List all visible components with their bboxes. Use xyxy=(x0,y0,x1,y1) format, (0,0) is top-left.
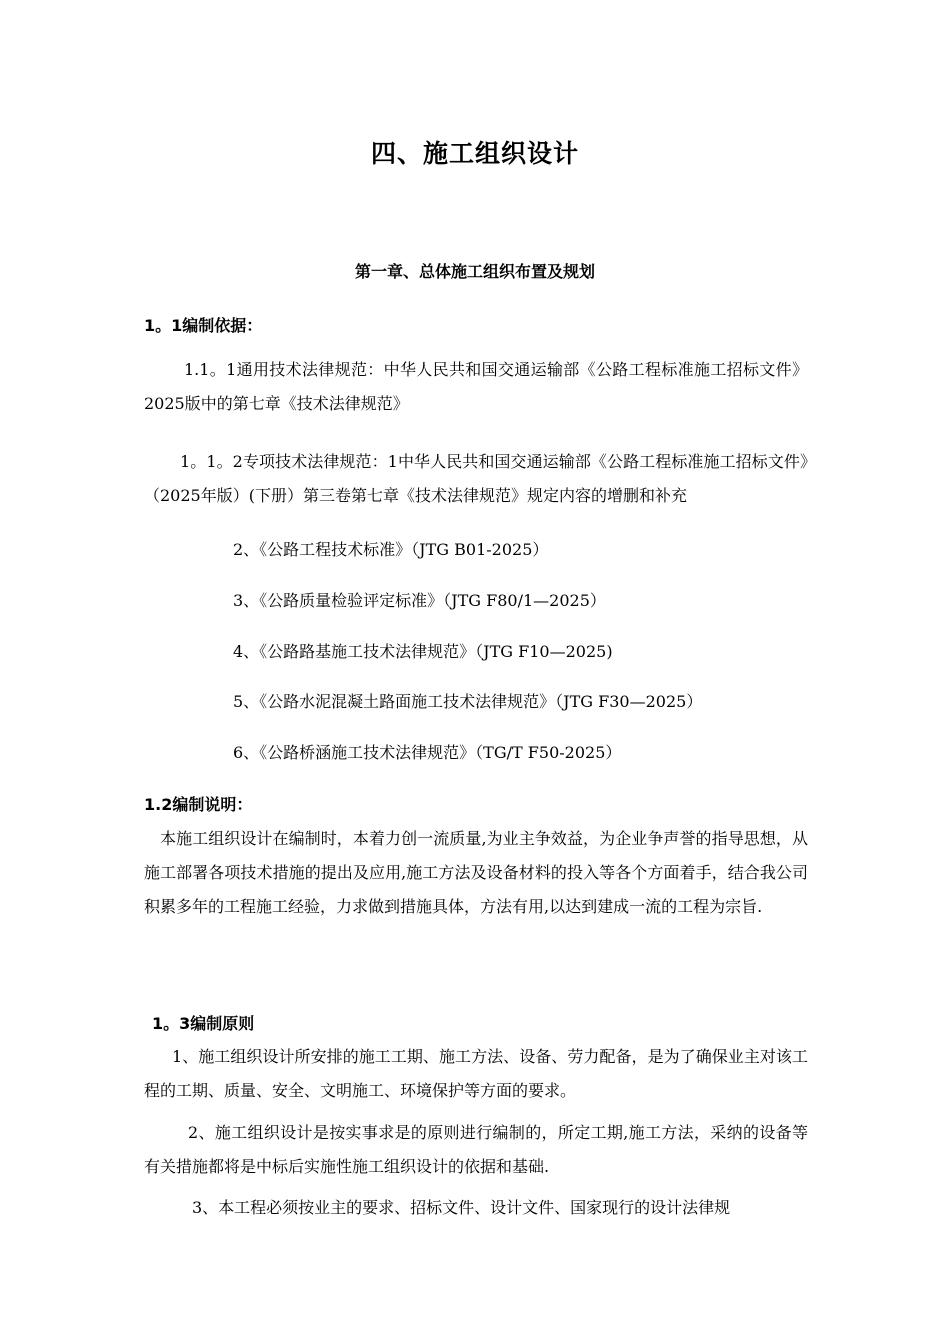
standard-item: 2、《公路工程技术标准》（JTG B01-2025） xyxy=(233,540,549,559)
paragraph-principle-2: 2、施工组织设计是按实事求是的原则进行编制的，所定工期,施工方法，采纳的设备等有关措施都将是中标后实施性施工组织设计的依据和基础. xyxy=(144,1123,808,1176)
paragraph-1-2-body: 本施工组织设计在编制时，本着力创一流质量,为业主争效益，为企业争声誉的指导思想，从施工部署各项技术措施的提出及应用,施工方法及设备材料的投入等各个方面着手，结合我公司积累多年的工程施工经验，力求做到措施具体，方法有用,以达到建成一流的工程为宗旨. xyxy=(144,829,808,916)
standard-item: 6、《公路桥涵施工技术法律规范》（TG/T F50-2025） xyxy=(233,743,622,762)
section-1-3-heading: 1。3编制原则 xyxy=(152,1014,255,1033)
standard-item: 5、《公路水泥混凝土路面施工技术法律规范》（JTG F30—2025） xyxy=(233,692,703,711)
paragraph-principle-1: 1、施工组织设计所安排的施工工期、施工方法、设备、劳力配备，是为了确保业主对该工程的工期、质量、安全、文明施工、环境保护等方面的要求。 xyxy=(144,1047,808,1100)
paragraph-1-1-2: 1。1。2专项技术法律规范：1中华人民共和国交通运输部《公路工程标准施工招标文件》（2025年版）(下册）第三卷第七章《技术法律规范》规定内容的增删和补充 xyxy=(144,452,808,505)
standard-item: 4、《公路路基施工技术法律规范》（JTG F10—2025) xyxy=(233,642,613,661)
document-title: 四、施工组织设计 xyxy=(370,139,579,168)
section-1-1-heading: 1。1编制依据： xyxy=(144,316,263,335)
paragraph-principle-3: 3、本工程必须按业主的要求、招标文件、设计文件、国家现行的设计法律规 xyxy=(192,1198,731,1217)
paragraph-1-1-1: 1.1。1通用技术法律规范：中华人民共和国交通运输部《公路工程标准施工招标文件》2025版中的第七章《技术法律规范》 xyxy=(144,360,808,413)
section-1-2-heading: 1.2编制说明： xyxy=(144,795,253,814)
standard-item: 3、《公路质量检验评定标准》（JTG F80/1—2025） xyxy=(233,591,606,610)
chapter-heading: 第一章、总体施工组织布置及规划 xyxy=(354,262,595,281)
